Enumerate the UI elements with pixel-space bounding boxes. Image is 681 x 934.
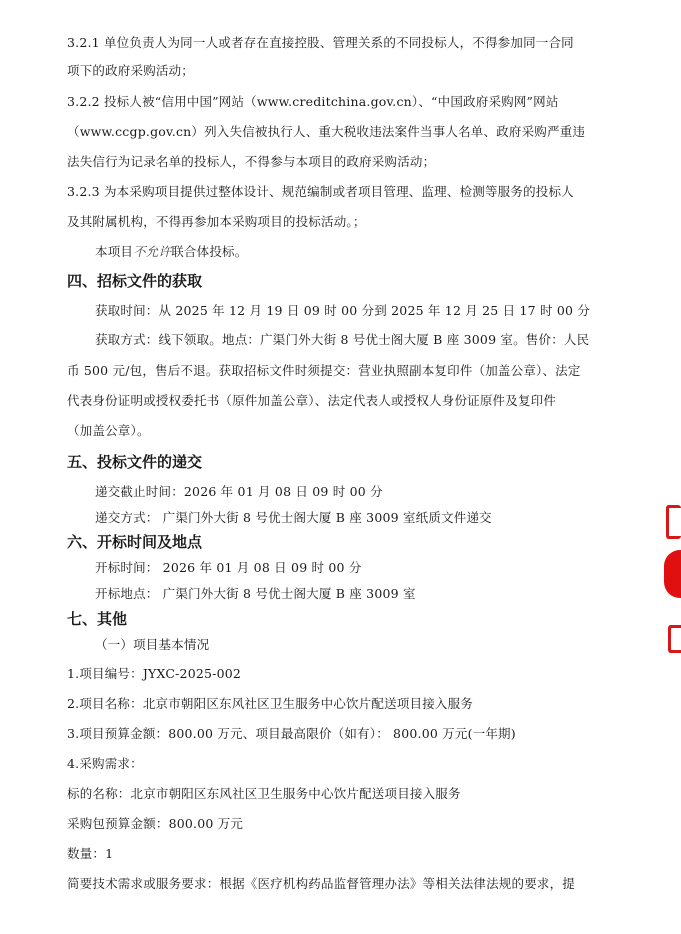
paragraph-3-2-1: 3.2.1 单位负责人为同一人或者存在直接控股、管理关系的不同投标人，不得参加同一合同 bbox=[67, 35, 574, 50]
acquisition-time: 获取时间：从 2025 年 12 月 19 日 09 时 00 分到 2025 年 12 月 25 日 17 时 00 分 bbox=[95, 303, 591, 318]
procurement-requirements: 4.采购需求： bbox=[67, 756, 143, 771]
paragraph-3-2-2-cont2: 法失信行为记录名单的投标人，不得参与本项目的政府采购活动； bbox=[67, 154, 436, 169]
paragraph-3-2-3-cont: 及其附属机构，不得再参加本采购项目的投标活动。； bbox=[67, 214, 366, 229]
consortium-statement bbox=[95, 243, 247, 261]
opening-place: 开标地点： 广渠门外大街 8 号优士阁大厦 B 座 3009 室 bbox=[95, 586, 416, 601]
acquisition-method-cont3: （加盖公章）。 bbox=[67, 423, 150, 438]
paragraph-3-2-2: 3.2.2 投标人被“信用中国”网站（www.creditchina.gov.cn）、“中国政府采购网”网站 bbox=[67, 94, 559, 109]
project-number: 1.项目编号：JYXC-2025-002 bbox=[67, 666, 242, 681]
package-budget: 采购包预算金额：800.00 万元 bbox=[67, 816, 244, 831]
official-seal-fragment bbox=[662, 505, 681, 655]
section-4-heading: 四、招标文件的获取 bbox=[67, 272, 203, 290]
project-name: 2.项目名称：北京市朝阳区东风社区卫生服务中心饮片配送项目接入服务 bbox=[67, 696, 474, 711]
brief-requirements: 简要技术需求或服务要求：根据《医疗机构药品监督管理办法》等相关法律法规的要求，提 bbox=[67, 876, 576, 891]
section-7-heading: 七、其他 bbox=[67, 610, 128, 628]
project-basic-info-subheading: （一）项目基本情况 bbox=[95, 637, 210, 652]
submission-method: 递交方式： 广渠门外大街 8 号优士阁大厦 B 座 3009 室纸质文件递交 bbox=[95, 510, 492, 525]
paragraph-3-2-2-cont1: （www.ccgp.gov.cn）列入失信被执行人、重大税收违法案件当事人名单、政府采购严重违 bbox=[67, 124, 586, 139]
consortium-suffix: 联合体投标。 bbox=[171, 244, 248, 259]
paragraph-3-2-3: 3.2.3 为本采购项目提供过整体设计、规范编制或者项目管理、监理、检测等服务的投标人 bbox=[67, 184, 574, 199]
project-budget: 3.项目预算金额：800.00 万元、项目最高限价（如有）： 800.00 万元(一年期) bbox=[67, 726, 516, 741]
opening-time: 开标时间： 2026 年 01 月 08 日 09 时 00 分 bbox=[95, 560, 362, 575]
submission-deadline: 递交截止时间：2026 年 01 月 08 日 09 时 00 分 bbox=[95, 484, 383, 499]
consortium-not-allowed: 不允许 bbox=[133, 244, 172, 259]
paragraph-3-2-1-cont: 项下的政府采购活动； bbox=[67, 63, 195, 78]
section-5-heading: 五、投标文件的递交 bbox=[67, 453, 203, 471]
subject-name: 标的名称：北京市朝阳区东风社区卫生服务中心饮片配送项目接入服务 bbox=[67, 786, 461, 801]
acquisition-method: 获取方式：线下领取。地点：广渠门外大街 8 号优士阁大厦 B 座 3009 室。售价：人民 bbox=[95, 332, 590, 347]
quantity: 数量：1 bbox=[67, 846, 114, 861]
consortium-prefix: 本项目 bbox=[95, 244, 134, 259]
section-6-heading: 六、开标时间及地点 bbox=[67, 533, 203, 551]
acquisition-method-cont1: 币 500 元/包，售后不退。获取招标文件时须提交：营业执照副本复印件（加盖公章）、法定 bbox=[67, 363, 581, 378]
acquisition-method-cont2: 代表身份证明或授权委托书（原件加盖公章）、法定代表人或授权人身份证原件及复印件 bbox=[67, 393, 557, 408]
